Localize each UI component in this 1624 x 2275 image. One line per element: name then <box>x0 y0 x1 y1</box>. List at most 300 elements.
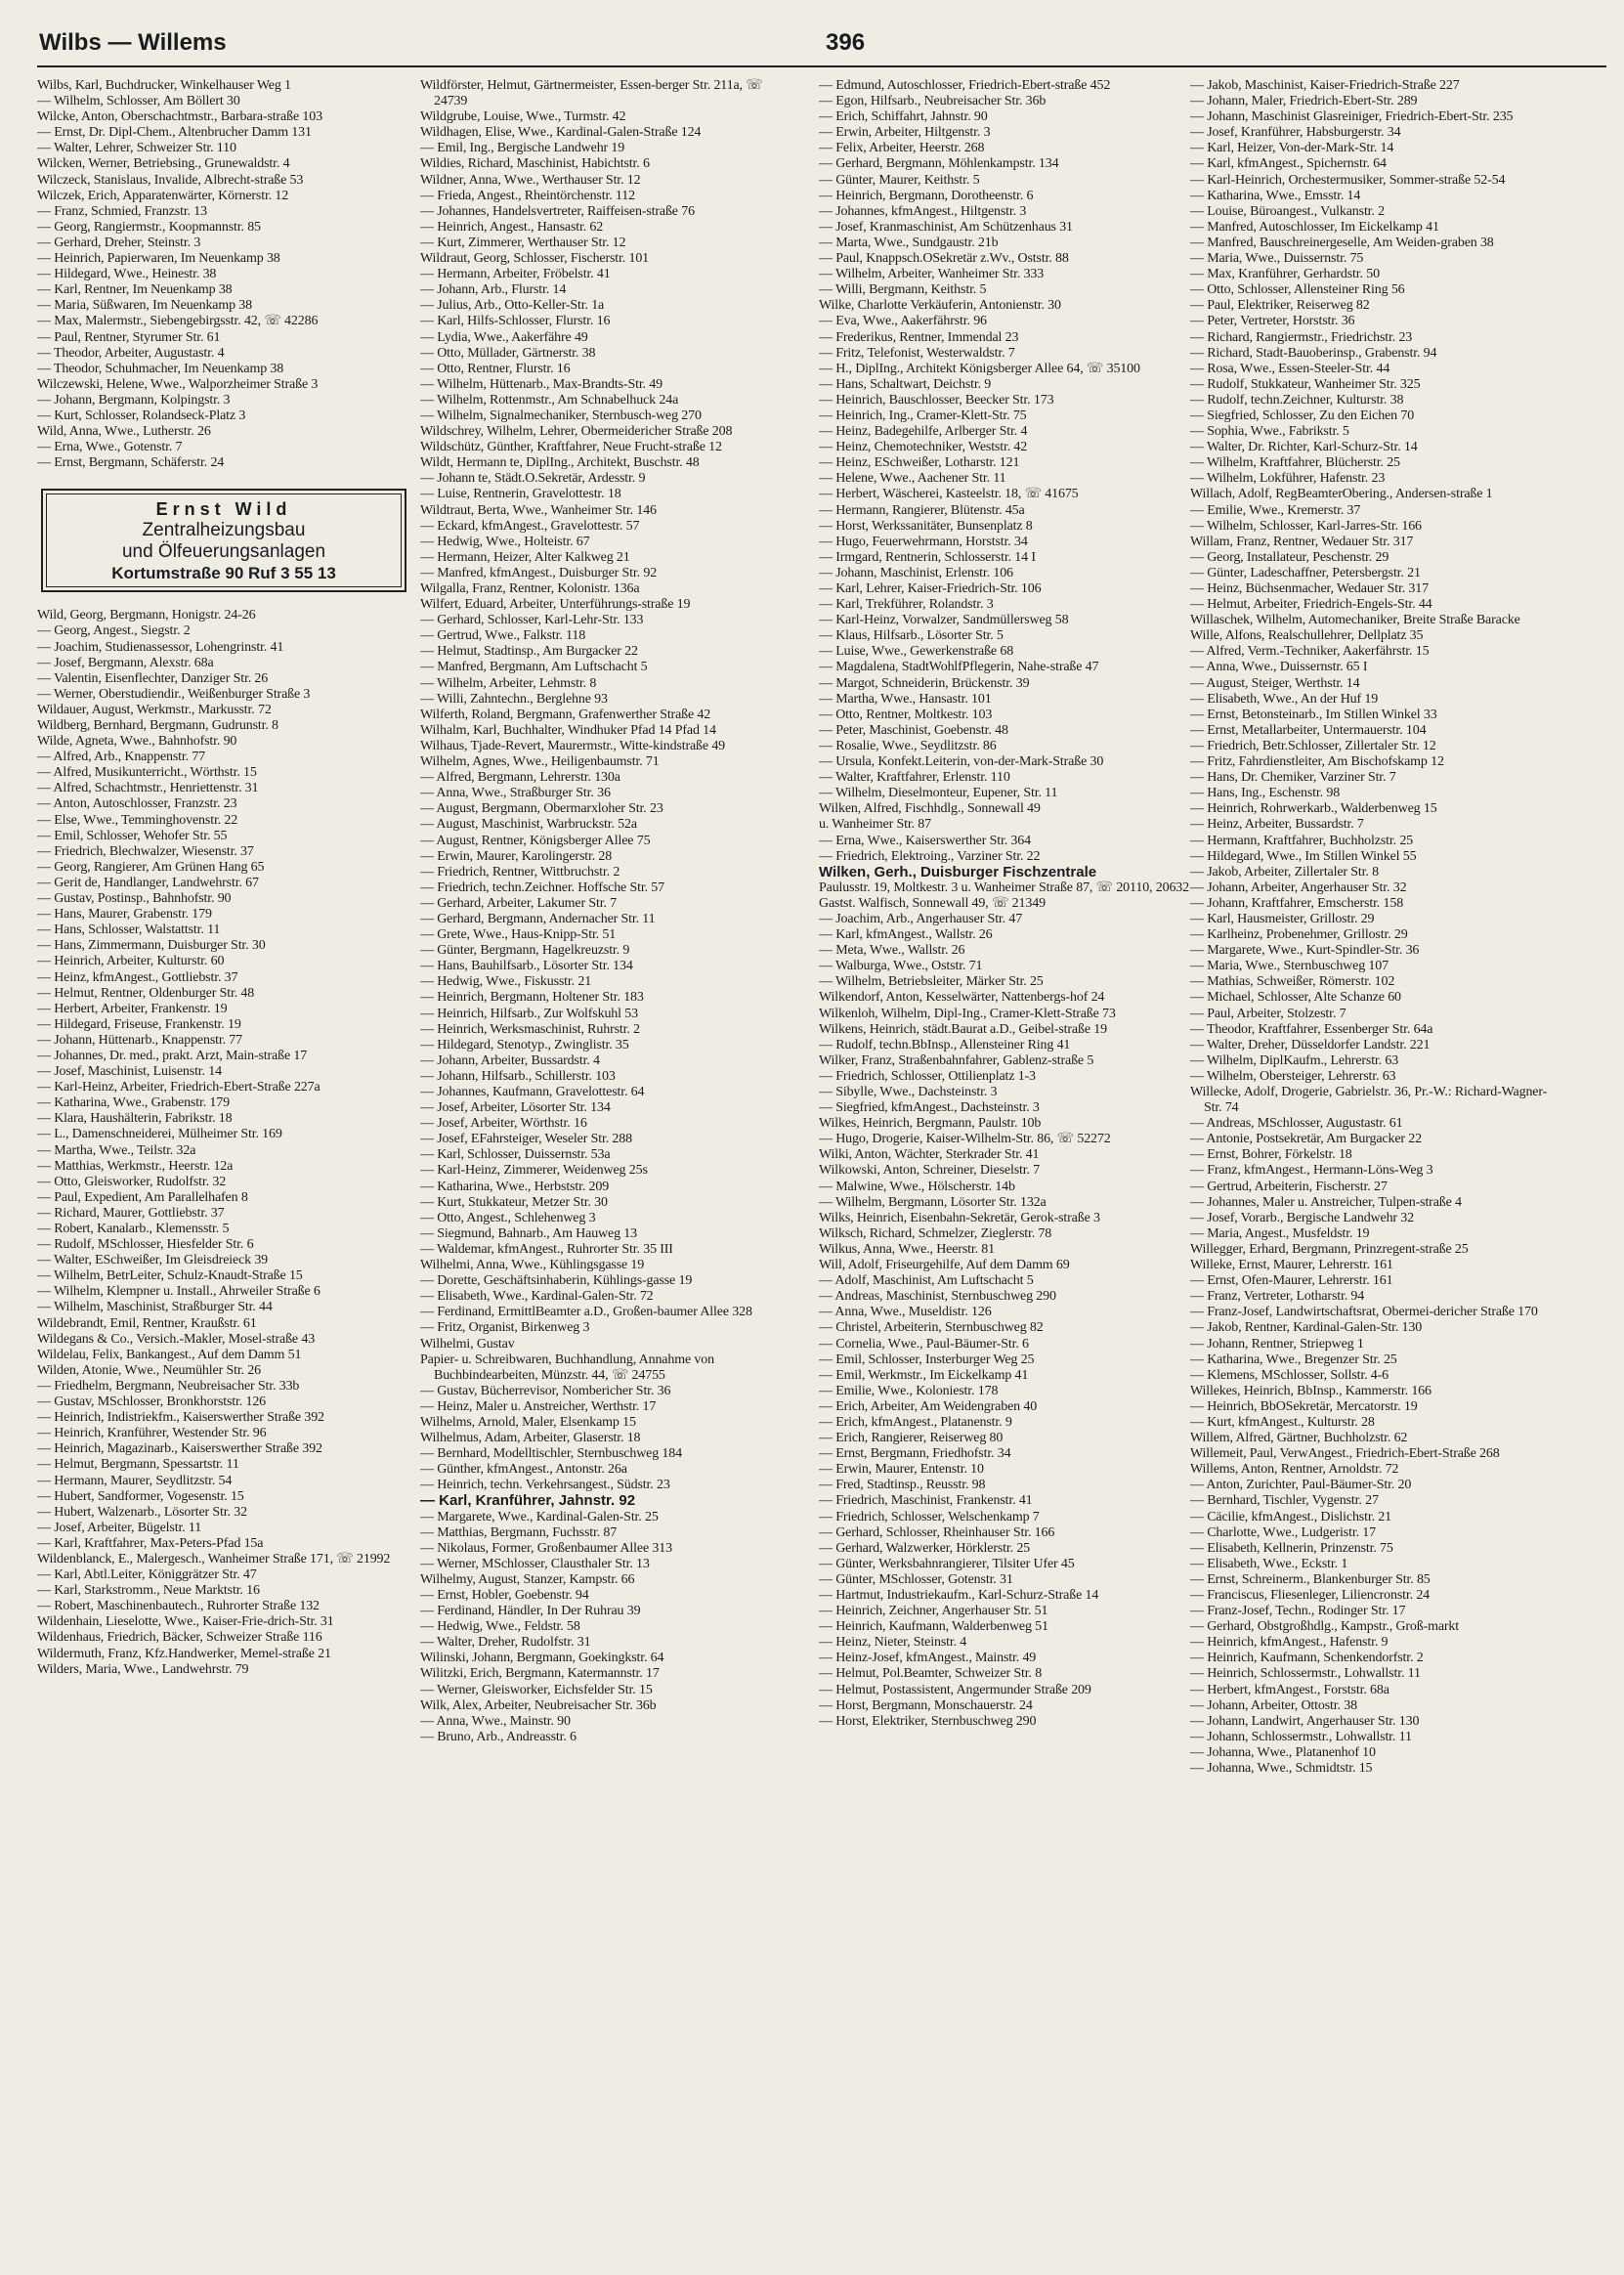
directory-entry: — Franz, Schmied, Franzstr. 13 <box>37 203 207 219</box>
directory-entry: — Jakob, Arbeiter, Zillertaler Str. 8 <box>1190 864 1379 880</box>
directory-entry: — Hartmut, Industriekaufm., Karl-Schurz-Straße 14 <box>819 1588 1099 1603</box>
directory-entry: — Emilie, Wwe., Koloniestr. 178 <box>819 1383 999 1398</box>
directory-entry: — Hildegard, Wwe., Heinestr. 38 <box>37 267 217 282</box>
directory-entry: — Jakob, Maschinist, Kaiser-Friedrich-Straße 227 <box>1190 78 1460 93</box>
directory-entry: — Paul, Rentner, Styrumer Str. 61 <box>37 329 221 345</box>
directory-entry: Wildenblanck, E., Malergesch., Wanheimer Straße 171, ☏ 21992 <box>37 1551 391 1567</box>
directory-entry: — Georg, Angest., Siegstr. 2 <box>37 623 191 639</box>
directory-entry: — Otto, Rentner, Moltkestr. 103 <box>819 707 993 722</box>
directory-entry: — Hans, Schaltwart, Deichstr. 9 <box>819 376 992 392</box>
directory-entry: — August, Rentner, Königsberger Allee 75 <box>420 833 651 848</box>
directory-entry: — Hedwig, Wwe., Holteistr. 67 <box>420 534 590 549</box>
directory-entry: — Karl, Schlosser, Duissernstr. 53a <box>420 1147 611 1163</box>
directory-entry: — Christel, Arbeiterin, Sternbuschweg 82 <box>819 1320 1044 1336</box>
directory-entry: — Manfred, Bergmann, Am Luftschacht 5 <box>420 660 648 675</box>
directory-entry: — Rudolf, techn.BbInsp., Allensteiner Ring 41 <box>819 1037 1071 1052</box>
directory-entry: — Hubert, Sandformer, Vogesenstr. 15 <box>37 1488 244 1504</box>
directory-entry: — Rudolf, techn.Zeichner, Kulturstr. 38 <box>1190 392 1404 408</box>
directory-entry: Wilken, Gerh., Duisburger Fischzentrale <box>819 863 1097 880</box>
directory-entry: Wilden, Atonie, Wwe., Neumühler Str. 26 <box>37 1362 261 1378</box>
directory-entry: — Irmgard, Rentnerin, Schlosserstr. 14 I <box>819 549 1036 565</box>
directory-entry: — Heinrich, Kranführer, Westender Str. 96 <box>37 1426 267 1441</box>
directory-entry: — Helmut, Rentner, Oldenburger Str. 48 <box>37 985 255 1001</box>
column-3 <box>819 78 1192 2267</box>
directory-entry: — Friedhelm, Bergmann, Neubreisacher Str. 33b <box>37 1378 300 1394</box>
directory-entry: — Waldemar, kfmAngest., Ruhrorter Str. 35 III <box>420 1241 673 1257</box>
directory-entry: — Heinrich, Kaufmann, Schenkendorfstr. 2 <box>1190 1651 1424 1666</box>
directory-entry: — Katharina, Wwe., Bregenzer Str. 25 <box>1190 1352 1397 1367</box>
directory-entry: — Helmut, Postassistent, Angermunder Straße 209 <box>819 1682 1091 1697</box>
directory-entry: — Erich, Rangierer, Reiserweg 80 <box>819 1431 1004 1446</box>
directory-entry: — Karl, kfmAngest., Wallstr. 26 <box>819 927 993 943</box>
directory-entry: — Hugo, Feuerwehrmann, Horststr. 34 <box>819 534 1028 549</box>
directory-entry: — Gerhard, Arbeiter, Lakumer Str. 7 <box>420 895 618 911</box>
directory-entry: Wildhagen, Elise, Wwe., Kardinal-Galen-Straße 124 <box>420 125 702 141</box>
directory-entry: — Karl, Lehrer, Kaiser-Friedrich-Str. 106 <box>819 581 1042 596</box>
directory-entry: — Manfred, kfmAngest., Duisburger Str. 92 <box>420 565 658 580</box>
directory-entry: — Louise, Büroangest., Vulkanstr. 2 <box>1190 203 1385 219</box>
directory-entry: — Günter, MSchlosser, Gotenstr. 31 <box>819 1571 1013 1587</box>
directory-entry: — Heinz, Chemotechniker, Weststr. 42 <box>819 440 1028 455</box>
directory-entry: — Elisabeth, Wwe., Kardinal-Galen-Str. 72 <box>420 1289 654 1305</box>
directory-entry: Wildförster, Helmut, Gärtnermeister, Essen-berger Str. 211a, ☏ 24739 <box>420 78 763 109</box>
directory-entry: — Fred, Stadtinsp., Reusstr. 98 <box>819 1478 986 1493</box>
directory-entry: Wilhelmi, Gustav <box>420 1336 515 1352</box>
directory-entry: — Ernst, Ofen-Maurer, Lehrerstr. 161 <box>1190 1273 1393 1289</box>
directory-entry: — Eckard, kfmAngest., Gravelottestr. 57 <box>420 518 640 534</box>
directory-entry: — Josef, Kranführer, Habsburgerstr. 34 <box>1190 125 1401 141</box>
directory-entry: — Theodor, Arbeiter, Augustastr. 4 <box>37 345 225 361</box>
directory-entry: — Wilhelm, Klempner u. Install., Ahrweiler Straße 6 <box>37 1284 321 1300</box>
directory-entry: — Wilhelm, Hüttenarb., Max-Brandts-Str. 49 <box>420 376 662 392</box>
directory-entry: — Katharina, Wwe., Emsstr. 14 <box>1190 188 1361 203</box>
directory-entry: — Frederikus, Rentner, Immendal 23 <box>819 329 1019 345</box>
directory-entry: — Johann, Kraftfahrer, Emscherstr. 158 <box>1190 895 1404 911</box>
directory-entry: Wildgrube, Louise, Wwe., Turmstr. 42 <box>420 109 626 125</box>
directory-entry: — Heinz, Arbeiter, Bussardstr. 7 <box>1190 817 1364 833</box>
directory-entry: — Luise, Rentnerin, Gravelottestr. 18 <box>420 487 621 502</box>
directory-entry: — Theodor, Schuhmacher, Im Neuenkamp 38 <box>37 361 284 376</box>
directory-entry: — Wilhelm, Obersteiger, Lehrerstr. 63 <box>1190 1068 1396 1084</box>
directory-entry: — Heinrich, Hilfsarb., Zur Wolfskuhl 53 <box>420 1006 638 1021</box>
directory-entry: — Johann te, Städt.O.Sekretär, Ardesstr. 9 <box>420 471 646 487</box>
directory-entry: — Felix, Arbeiter, Heerstr. 268 <box>819 141 985 156</box>
directory-entry: — Lydia, Wwe., Aakerfähre 49 <box>420 329 588 345</box>
directory-entry: — Helene, Wwe., Aachener Str. 11 <box>819 471 1006 487</box>
header-rule <box>37 65 1606 67</box>
directory-entry: — Franz-Josef, Landwirtschaftsrat, Obermei-dericher Straße 170 <box>1190 1305 1538 1320</box>
directory-entry: — Heinz, Büchsenmacher, Wedauer Str. 317 <box>1190 581 1429 596</box>
directory-entry: — Helmut, Pol.Beamter, Schweizer Str. 8 <box>819 1666 1043 1682</box>
directory-entry: — Julius, Arb., Otto-Keller-Str. 1a <box>420 298 605 314</box>
directory-entry: — Margarete, Wwe., Kardinal-Galen-Str. 25 <box>420 1509 659 1524</box>
directory-entry: — Hans, Ing., Eschenstr. 98 <box>1190 786 1341 801</box>
directory-entry: — Anna, Wwe., Straßburger Str. 36 <box>420 786 611 801</box>
directory-entry: — Hans, Bauhilfsarb., Lösorter Str. 134 <box>420 959 633 974</box>
directory-entry: — Valentin, Eisenflechter, Danziger Str. 26 <box>37 670 269 686</box>
directory-entry: — Wilhelm, Bergmann, Lösorter Str. 132a <box>819 1194 1047 1210</box>
directory-entry: — Elisabeth, Wwe., An der Huf 19 <box>1190 691 1379 707</box>
directory-entry: — Elisabeth, Wwe., Eckstr. 1 <box>1190 1556 1348 1571</box>
directory-entry: Wildschrey, Wilhelm, Lehrer, Obermeidericher Straße 208 <box>420 424 733 440</box>
directory-entry: Paulusstr. 19, Moltkestr. 3 u. Wanheimer Straße 87, ☏ 20110, 20632 <box>819 880 1190 895</box>
directory-entry: — Johanna, Wwe., Schmidtstr. 15 <box>1190 1761 1373 1777</box>
directory-entry: — Manfred, Autoschlosser, Im Eickelkamp 41 <box>1190 219 1439 235</box>
column-1 <box>37 78 410 2267</box>
directory-entry: — Otto, Müllader, Gärtnerstr. 38 <box>420 345 596 361</box>
directory-entry: — Hedwig, Wwe., Feldstr. 58 <box>420 1619 580 1635</box>
directory-entry: — Georg, Installateur, Peschenstr. 29 <box>1190 549 1389 565</box>
directory-entry: Wilhalm, Karl, Buchhalter, Windhuker Pfad 14 Pfad 14 <box>420 722 716 738</box>
directory-entry: — Erich, Arbeiter, Am Weidengraben 40 <box>819 1398 1038 1414</box>
directory-entry: — Herbert, Arbeiter, Frankenstr. 19 <box>37 1001 228 1016</box>
directory-entry: — Marta, Wwe., Sundgaustr. 21b <box>819 235 999 250</box>
directory-entry: — Günther, kfmAngest., Antonstr. 26a <box>420 1462 627 1478</box>
directory-entry: — Johann, Rentner, Striepweg 1 <box>1190 1336 1364 1352</box>
ad-address-phone: Kortumstraße 90 Ruf 3 55 13 <box>111 564 336 583</box>
directory-entry: Willem, Alfred, Gärtner, Buchholzstr. 62 <box>1190 1431 1408 1446</box>
directory-entry: — Walter, ESchweißer, Im Gleisdreieck 39 <box>37 1253 269 1268</box>
directory-entry: — Martha, Wwe., Teilstr. 32a <box>37 1142 196 1158</box>
directory-entry: — Karlheinz, Probenehmer, Grillostr. 29 <box>1190 927 1408 943</box>
directory-entry: — Martha, Wwe., Hansastr. 101 <box>819 691 992 707</box>
directory-entry: — Heinrich, Magazinarb., Kaiserswerther Straße 392 <box>37 1441 322 1457</box>
directory-entry: — Josef, Bergmann, Alexstr. 68a <box>37 655 214 670</box>
directory-entry: — Helmut, Arbeiter, Friedrich-Engels-Str. 44 <box>1190 597 1432 613</box>
directory-entry: Wilhelmy, August, Stanzer, Kampstr. 66 <box>420 1571 635 1587</box>
directory-entry: — Alfred, Schachtmstr., Henriettenstr. 31 <box>37 781 259 796</box>
directory-entry: — Wilhelm, Betriebsleiter, Märker Str. 25 <box>819 974 1044 990</box>
directory-entry: — Karl-Heinz, Zimmerer, Weidenweg 25s <box>420 1163 648 1179</box>
directory-entry: Wilczewski, Helene, Wwe., Walporzheimer Straße 3 <box>37 376 319 392</box>
directory-entry: — Johann, Maler, Friedrich-Ebert-Str. 289 <box>1190 94 1418 109</box>
directory-entry: — Otto, Angest., Schlehenweg 3 <box>420 1210 596 1225</box>
entries-col1-bottom <box>37 608 410 1677</box>
directory-entry: Wildraut, Georg, Schlosser, Fischerstr. 101 <box>420 251 650 267</box>
directory-entry: Wilkes, Heinrich, Bergmann, Paulstr. 10b <box>819 1116 1042 1132</box>
directory-entry: Wild, Georg, Bergmann, Honigstr. 24-26 <box>37 608 256 623</box>
directory-entry: — Gerhard, Obstgroßhdlg., Kampstr., Groß-markt <box>1190 1619 1459 1635</box>
directory-entry: — Heinz, Maler u. Anstreicher, Werthstr. 17 <box>420 1398 657 1414</box>
directory-entry: — Heinz-Josef, kfmAngest., Mainstr. 49 <box>819 1651 1037 1666</box>
directory-entry: — Friedrich, Schlosser, Ottilienplatz 1-3 <box>819 1068 1036 1084</box>
directory-entry: Wildebrandt, Emil, Rentner, Kraußstr. 61 <box>37 1315 257 1331</box>
directory-entry: Wilders, Maria, Wwe., Landwehrstr. 79 <box>37 1661 249 1677</box>
ad-name: Ernst Wild <box>155 499 292 520</box>
directory-entry: — Kurt, Schlosser, Rolandseck-Platz 3 <box>37 408 246 423</box>
directory-entry: — Sophia, Wwe., Fabrikstr. 5 <box>1190 424 1349 440</box>
directory-entry: — Johann, Arbeiter, Ottostr. 38 <box>1190 1697 1357 1713</box>
directory-entry: Wilker, Franz, Straßenbahnfahrer, Gablenz-straße 5 <box>819 1052 1094 1068</box>
directory-entry: — Josef, Arbeiter, Wörthstr. 16 <box>420 1116 587 1132</box>
directory-entry: — Günter, Ladeschaffner, Petersbergstr. 21 <box>1190 565 1421 580</box>
directory-entry: — Hans, Zimmermann, Duisburger Str. 30 <box>37 938 266 954</box>
directory-entry: — Günter, Maurer, Keithstr. 5 <box>819 172 980 188</box>
directory-entry: — Michael, Schlosser, Alte Schanze 60 <box>1190 990 1401 1006</box>
directory-entry: — Heinrich, Indistriekfm., Kaiserswerther Straße 392 <box>37 1410 324 1426</box>
directory-entry: — Charlotte, Wwe., Ludgeristr. 17 <box>1190 1524 1376 1540</box>
directory-entry: — Anna, Wwe., Duissernstr. 65 I <box>1190 660 1368 675</box>
page-number: 396 <box>826 29 866 56</box>
directory-entry: u. Wanheimer Str. 87 <box>819 817 931 833</box>
directory-entry: — Klara, Haushälterin, Fabrikstr. 18 <box>37 1111 233 1127</box>
directory-entry: — Alfred, Bergmann, Lehrerstr. 130a <box>420 770 620 786</box>
directory-entry: — Wilhelm, Rottenmstr., Am Schnabelhuck 24a <box>420 392 679 408</box>
directory-entry: — Günter, Werksbahnrangierer, Tilsiter Ufer 45 <box>819 1556 1075 1571</box>
directory-entry: — Adolf, Maschinist, Am Luftschacht 5 <box>819 1273 1034 1289</box>
directory-entry: — Wilhelm, Arbeiter, Lehmstr. 8 <box>420 675 597 691</box>
directory-entry: Will, Adolf, Friseurgehilfe, Auf dem Damm 69 <box>819 1258 1070 1273</box>
directory-entry: — Dorette, Geschäftsinhaberin, Kühlings-gasse 19 <box>420 1273 693 1289</box>
directory-entry: — Siegfried, Schlosser, Zu den Eichen 70 <box>1190 408 1415 423</box>
directory-entry: — Karl, Starkstromm., Neue Marktstr. 16 <box>37 1583 260 1599</box>
directory-entry: — Hans, Schlosser, Walstattstr. 11 <box>37 923 221 938</box>
directory-entry: — Heinrich, Zeichner, Angerhauser Str. 51 <box>819 1604 1048 1619</box>
directory-entry: — August, Steiger, Werthstr. 14 <box>1190 675 1360 691</box>
directory-entry: — Ernst, Bergmann, Friedhofstr. 34 <box>819 1446 1011 1462</box>
directory-entry: — Johannes, Dr. med., prakt. Arzt, Main-straße 17 <box>37 1048 308 1063</box>
directory-entry: — Robert, Kanalarb., Klemensstr. 5 <box>37 1222 230 1236</box>
directory-entry: — Nikolaus, Former, Großenbaumer Allee 313 <box>420 1540 672 1556</box>
directory-entry: — Friedrich, Schlosser, Welschenkamp 7 <box>819 1509 1040 1524</box>
directory-entry: — Johannes, Maler u. Anstreicher, Tulpen-straße 4 <box>1190 1194 1462 1210</box>
directory-entry: Wildschütz, Günther, Kraftfahrer, Neue Frucht-straße 12 <box>420 440 722 455</box>
directory-entry: — Ferdinand, Händler, In Der Ruhrau 39 <box>420 1604 641 1619</box>
directory-entry: — Heinrich, Bauschlosser, Beecker Str. 173 <box>819 392 1054 408</box>
directory-entry: — Karl, Kraftfahrer, Max-Peters-Pfad 15a <box>37 1535 264 1551</box>
directory-entry: — Max, Malermstr., Siebengebirgsstr. 42, ☏ 42286 <box>37 314 319 329</box>
directory-entry: — Frieda, Angest., Rheintörchenstr. 112 <box>420 188 635 203</box>
directory-entry: — Matthias, Bergmann, Fuchsstr. 87 <box>420 1524 618 1540</box>
ad-line-oil: und Ölfeuerungsanlagen <box>121 541 326 563</box>
directory-entry: — Walter, Lehrer, Schweizer Str. 110 <box>37 141 236 156</box>
directory-entry: — August, Bergmann, Obermarxloher Str. 23 <box>420 801 663 817</box>
directory-entry: — Gustav, Bücherrevisor, Nombericher Str. 36 <box>420 1383 671 1398</box>
directory-entry: — Josef, Vorarb., Bergische Landwehr 32 <box>1190 1210 1414 1225</box>
directory-entry: — Paul, Knappsch.OSekretär z.Wv., Oststr. 88 <box>819 251 1069 267</box>
directory-entry: — Mathias, Schweißer, Römerstr. 102 <box>1190 974 1395 990</box>
directory-entry: — Erich, Schiffahrt, Jahnstr. 90 <box>819 109 988 125</box>
directory-entry: — Johann, Arb., Flurstr. 14 <box>420 282 567 298</box>
directory-entry: — Andreas, MSchlosser, Augustastr. 61 <box>1190 1116 1403 1132</box>
directory-entry: Wilcke, Anton, Oberschachtmstr., Barbara-straße 103 <box>37 109 322 125</box>
directory-entry: Wilke, Charlotte Verkäuferin, Antonienstr. 30 <box>819 298 1061 314</box>
directory-entry: — Katharina, Wwe., Grabenstr. 179 <box>37 1095 230 1111</box>
directory-entry: — Klemens, MSchlosser, Sollstr. 4-6 <box>1190 1367 1389 1383</box>
directory-entry: Wilitzki, Erich, Bergmann, Katermannstr. 17 <box>420 1666 660 1682</box>
directory-entry: — Karl-Heinrich, Orchestermusiker, Sommer-straße 52-54 <box>1190 172 1506 188</box>
directory-entry: — Josef, Arbeiter, Lösorter Str. 134 <box>420 1100 611 1116</box>
directory-entry: Wildauer, August, Werkmstr., Markusstr. 72 <box>37 702 272 717</box>
directory-entry: — Werner, Gleisworker, Eichsfelder Str. 15 <box>420 1682 653 1697</box>
directory-entry: — Johann, Hilfsarb., Schillerstr. 103 <box>420 1068 616 1084</box>
directory-entry: — Ernst, Dr. Dipl-Chem., Altenbrucher Damm 131 <box>37 125 312 141</box>
directory-entry: — Wilhelm, DiplKaufm., Lehrerstr. 63 <box>1190 1052 1399 1068</box>
directory-entry: Wilczek, Erich, Apparatenwärter, Körnerstr. 12 <box>37 188 289 203</box>
directory-entry: — Josef, Maschinist, Luisenstr. 14 <box>37 1064 222 1080</box>
directory-entry: — Friedrich, Rentner, Wittbruchstr. 2 <box>420 864 620 880</box>
directory-entry: — Werner, MSchlosser, Clausthaler Str. 13 <box>420 1556 650 1571</box>
directory-entry: — Franz, Vertreter, Lotharstr. 94 <box>1190 1289 1365 1305</box>
directory-entry: — Wilhelm, Schlosser, Am Böllert 30 <box>37 94 240 109</box>
directory-entry: — Herbert, kfmAngest., Forststr. 68a <box>1190 1682 1389 1697</box>
directory-entry: — Friedrich, techn.Zeichner. Hoffsche Str. 57 <box>420 880 664 895</box>
directory-entry: — Otto, Rentner, Flurstr. 16 <box>420 361 571 376</box>
directory-entry: Willems, Anton, Rentner, Arnoldstr. 72 <box>1190 1462 1399 1478</box>
directory-entry: Wilkendorf, Anton, Kesselwärter, Nattenbergs-hof 24 <box>819 990 1105 1006</box>
directory-entry: — Emil, Schlosser, Wehofer Str. 55 <box>37 828 228 843</box>
directory-entry: — Willi, Bergmann, Keithstr. 5 <box>819 282 987 298</box>
directory-entry: — Heinz, Nieter, Steinstr. 4 <box>819 1635 967 1651</box>
directory-entry: — Joachim, Arb., Angerhauser Str. 47 <box>819 911 1023 926</box>
directory-entry: — Max, Kranführer, Gerhardstr. 50 <box>1190 267 1380 282</box>
directory-entry: — Paul, Elektriker, Reiserweg 82 <box>1190 298 1370 314</box>
directory-entry: — Josef, Arbeiter, Bügelstr. 11 <box>37 1520 202 1535</box>
directory-entry: — Hedwig, Wwe., Fiskusstr. 21 <box>420 974 592 990</box>
directory-entry: Wilhelms, Arnold, Maler, Elsenkamp 15 <box>420 1414 636 1430</box>
directory-entry: — Wilhelm, Signalmechaniker, Sternbusch-weg 270 <box>420 408 702 423</box>
directory-entry: — Egon, Hilfsarb., Neubreisacher Str. 36b <box>819 94 1047 109</box>
directory-entry: — Heinrich, Papierwaren, Im Neuenkamp 38 <box>37 251 280 267</box>
directory-entry: — Emil, Werkmstr., Im Eickelkamp 41 <box>819 1367 1029 1383</box>
directory-entry: — Gerhard, Schlosser, Rheinhauser Str. 166 <box>819 1524 1055 1540</box>
directory-entry: — Heinrich, Angest., Hansastr. 62 <box>420 219 604 235</box>
directory-entry: — Ernst, Bergmann, Schäferstr. 24 <box>37 455 225 471</box>
directory-entry: Wildies, Richard, Maschinist, Habichtstr. 6 <box>420 156 650 172</box>
directory-entry: — Heinrich, Schlossermstr., Lohwallstr. 11 <box>1190 1666 1421 1682</box>
directory-entry: Willam, Franz, Rentner, Wedauer Str. 317 <box>1190 534 1414 549</box>
directory-entry: — Eva, Wwe., Aakerfährstr. 96 <box>819 314 987 329</box>
directory-entry: — Werner, Oberstudiendir., Weißenburger Straße 3 <box>37 686 311 702</box>
directory-entry: Wilksch, Richard, Schmelzer, Zieglerstr. 78 <box>819 1225 1052 1241</box>
directory-entry: — Johanna, Wwe., Platanenhof 10 <box>1190 1744 1376 1760</box>
directory-entry: Wilde, Agneta, Wwe., Bahnhofstr. 90 <box>37 734 237 750</box>
directory-entry: — Fritz, Fahrdienstleiter, Am Bischofskamp 12 <box>1190 754 1444 770</box>
directory-entry: — Heinrich, Ing., Cramer-Klett-Str. 75 <box>819 408 1027 423</box>
directory-entry: — Otto, Schlosser, Allensteiner Ring 56 <box>1190 282 1405 298</box>
directory-entry: — Erwin, Arbeiter, Hiltgenstr. 3 <box>819 125 991 141</box>
directory-entry: — Ernst, Hobler, Goebenstr. 94 <box>420 1588 589 1603</box>
directory-entry: — Katharina, Wwe., Herbststr. 209 <box>420 1179 610 1194</box>
directory-entry: Wilhelmi, Anna, Wwe., Kühlingsgasse 19 <box>420 1258 645 1273</box>
directory-entry: — Malwine, Wwe., Hölscherstr. 14b <box>819 1179 1015 1194</box>
column-4 <box>1190 78 1563 2267</box>
directory-entry: Wilkenloh, Wilhelm, Dipl-Ing., Cramer-Klett-Straße 73 <box>819 1006 1116 1021</box>
directory-entry: Wilczeck, Stanislaus, Invalide, Albrecht-straße 53 <box>37 172 304 188</box>
directory-entry: — Bernhard, Tischler, Vygenstr. 27 <box>1190 1493 1379 1509</box>
directory-entry: — Walburga, Wwe., Oststr. 71 <box>819 959 983 974</box>
directory-entry: — August, Maschinist, Warbruckstr. 52a <box>420 817 637 833</box>
directory-entry: — Ernst, Metallarbeiter, Untermauerstr. 104 <box>1190 722 1427 738</box>
directory-entry: — Cäcilie, kfmAngest., Dislichstr. 21 <box>1190 1509 1391 1524</box>
directory-entry: — Gustav, Postinsp., Bahnhofstr. 90 <box>37 891 232 907</box>
advertisement-box <box>41 489 406 592</box>
directory-entry: — Erna, Wwe., Kaiserswerther Str. 364 <box>819 833 1031 848</box>
directory-entry: — Josef, Kranmaschinist, Am Schützenhaus 31 <box>819 219 1073 235</box>
directory-entry: — Erna, Wwe., Gotenstr. 7 <box>37 440 183 455</box>
directory-entry: Wilcken, Werner, Betriebsing., Grunewaldstr. 4 <box>37 156 290 172</box>
directory-entry: — Ursula, Konfekt.Leiterin, von-der-Mark-Straße 30 <box>819 754 1104 770</box>
directory-entry: — Ferdinand, ErmittlBeamter a.D., Großen-baumer Allee 328 <box>420 1305 752 1320</box>
directory-entry: — Johann, Arbeiter, Bussardstr. 4 <box>420 1052 600 1068</box>
directory-entry: — Karl, kfmAngest., Spichernstr. 64 <box>1190 156 1387 172</box>
directory-entry: — Manfred, Bauschreinergeselle, Am Weiden-graben 38 <box>1190 235 1494 250</box>
directory-entry: — Paul, Expedient, Am Parallelhafen 8 <box>37 1189 248 1205</box>
directory-entry: — Walter, Dreher, Rudolfstr. 31 <box>420 1635 591 1651</box>
directory-entry: — Alfred, Verm.-Techniker, Aakerfährstr. 15 <box>1190 644 1430 660</box>
directory-entry: Wilhelm, Agnes, Wwe., Heiligenbaumstr. 71 <box>420 754 660 770</box>
directory-entry: — Helmut, Stadtinsp., Am Burgacker 22 <box>420 644 638 660</box>
directory-entry: — Kurt, Zimmerer, Werthauser Str. 12 <box>420 235 626 250</box>
directory-entry: — Ernst, Schreinerm., Blankenburger Str. 85 <box>1190 1571 1431 1587</box>
directory-entry: — Fritz, Telefonist, Westerwaldstr. 7 <box>819 345 1015 361</box>
directory-entry: — Heinrich, techn. Verkehrsangest., Südstr. 23 <box>420 1478 670 1493</box>
directory-entry: — Else, Wwe., Temminghovenstr. 22 <box>37 812 238 828</box>
directory-entry: Wilhaus, Tjade-Revert, Maurermstr., Witte-kindstraße 49 <box>420 738 726 753</box>
directory-entry: — Hildegard, Friseuse, Frankenstr. 19 <box>37 1016 241 1032</box>
directory-entry: — Karl, Trekführer, Rolandstr. 3 <box>819 597 994 613</box>
directory-entry: — Hermann, Arbeiter, Fröbelstr. 41 <box>420 267 611 282</box>
directory-entry: — Elisabeth, Kellnerin, Prinzenstr. 75 <box>1190 1540 1393 1556</box>
directory-entry: — Johann, Maschinist Glasreiniger, Friedrich-Ebert-Str. 235 <box>1190 109 1514 125</box>
directory-entry: — Heinz, ESchweißer, Lotharstr. 121 <box>819 455 1020 471</box>
directory-entry: — Matthias, Werkmstr., Heerstr. 12a <box>37 1158 234 1174</box>
directory-entry: — Hans, Maurer, Grabenstr. 179 <box>37 907 212 923</box>
directory-entry: — Wilhelm, Schlosser, Karl-Jarres-Str. 166 <box>1190 518 1422 534</box>
directory-entry: — Horst, Bergmann, Monschauerstr. 24 <box>819 1697 1033 1713</box>
directory-entry: — Jakob, Rentner, Kardinal-Galen-Str. 130 <box>1190 1320 1423 1336</box>
directory-entry: — Karl-Heinz, Arbeiter, Friedrich-Ebert-Straße 227a <box>37 1080 321 1095</box>
directory-entry: — Cornelia, Wwe., Paul-Bäumer-Str. 6 <box>819 1336 1029 1352</box>
directory-entry: — Gertrud, Wwe., Falkstr. 118 <box>420 628 586 644</box>
directory-entry: Wilhelmus, Adam, Arbeiter, Glaserstr. 18 <box>420 1431 641 1446</box>
directory-entry: — Edmund, Autoschlosser, Friedrich-Ebert-straße 452 <box>819 78 1111 93</box>
directory-entry: — Fritz, Organist, Birkenweg 3 <box>420 1320 590 1336</box>
directory-entry: — Wilhelm, Arbeiter, Wanheimer Str. 333 <box>819 267 1045 282</box>
directory-entry: Wilkens, Heinrich, städt.Baurat a.D., Geibel-straße 19 <box>819 1021 1107 1037</box>
directory-entry: Wildenhain, Lieselotte, Wwe., Kaiser-Frie-drich-Str. 31 <box>37 1614 334 1630</box>
running-head: Wilbs — Willems <box>39 29 227 56</box>
directory-entry: — Hermann, Rangierer, Blütenstr. 45a <box>819 502 1025 518</box>
directory-entry: Willach, Adolf, RegBeamterObering., Andersen-straße 1 <box>1190 487 1493 502</box>
directory-entry: — Heinz, kfmAngest., Gottliebstr. 37 <box>37 969 238 985</box>
directory-entry: Wilgalla, Franz, Rentner, Kolonistr. 136a <box>420 581 640 596</box>
directory-entry: — Peter, Maschinist, Goebenstr. 48 <box>819 722 1008 738</box>
directory-entry: — Heinrich, BbOSekretär, Mercatorstr. 19 <box>1190 1398 1418 1414</box>
directory-entry: — Robert, Maschinenbautech., Ruhrorter Straße 132 <box>37 1599 320 1614</box>
directory-entry: — Erich, kfmAngest., Platanenstr. 9 <box>819 1414 1012 1430</box>
directory-entry: — Magdalena, StadtWohlfPflegerin, Nahe-straße 47 <box>819 660 1099 675</box>
directory-entry: — Maria, Wwe., Sternbuschweg 107 <box>1190 959 1389 974</box>
directory-entry: Wille, Alfons, Realschullehrer, Dellplatz 35 <box>1190 628 1424 644</box>
directory-entry: — Anna, Wwe., Mainstr. 90 <box>420 1713 571 1729</box>
directory-entry: — Walter, Dr. Richter, Karl-Schurz-Str. 14 <box>1190 440 1418 455</box>
directory-entry: — Franciscus, Fliesenleger, Liliencronstr. 24 <box>1190 1588 1431 1603</box>
directory-entry: — Johann, Maschinist, Erlenstr. 106 <box>819 565 1013 580</box>
directory-entry: Willecke, Adolf, Drogerie, Gabrielstr. 36, Pr.-W.: Richard-Wagner-Str. 74 <box>1190 1085 1548 1116</box>
directory-entry: — Erwin, Maurer, Entenstr. 10 <box>819 1462 984 1478</box>
directory-entry: Wildberg, Bernhard, Bergmann, Gudrunstr. 8 <box>37 718 278 733</box>
directory-entry: — Hubert, Walzenarb., Lösorter Str. 32 <box>37 1504 247 1520</box>
directory-entry: — Richard, Rangiermstr., Friedrichstr. 23 <box>1190 329 1413 345</box>
directory-entry: — Anna, Wwe., Museldistr. 126 <box>819 1305 992 1320</box>
directory-entry: — Wilhelm, Lokführer, Hafenstr. 23 <box>1190 471 1386 487</box>
directory-entry: — Ernst, Bohrer, Förkelstr. 18 <box>1190 1147 1352 1163</box>
directory-entry: Wilken, Alfred, Fischhdlg., Sonnewall 49 <box>819 801 1041 817</box>
directory-entry: — Johann, Schlossermstr., Lohwallstr. 11 <box>1190 1729 1412 1744</box>
directory-entry: Gastst. Walfisch, Sonnewall 49, ☏ 21349 <box>819 895 1046 911</box>
directory-entry: — Antonie, Postsekretär, Am Burgacker 22 <box>1190 1132 1422 1147</box>
